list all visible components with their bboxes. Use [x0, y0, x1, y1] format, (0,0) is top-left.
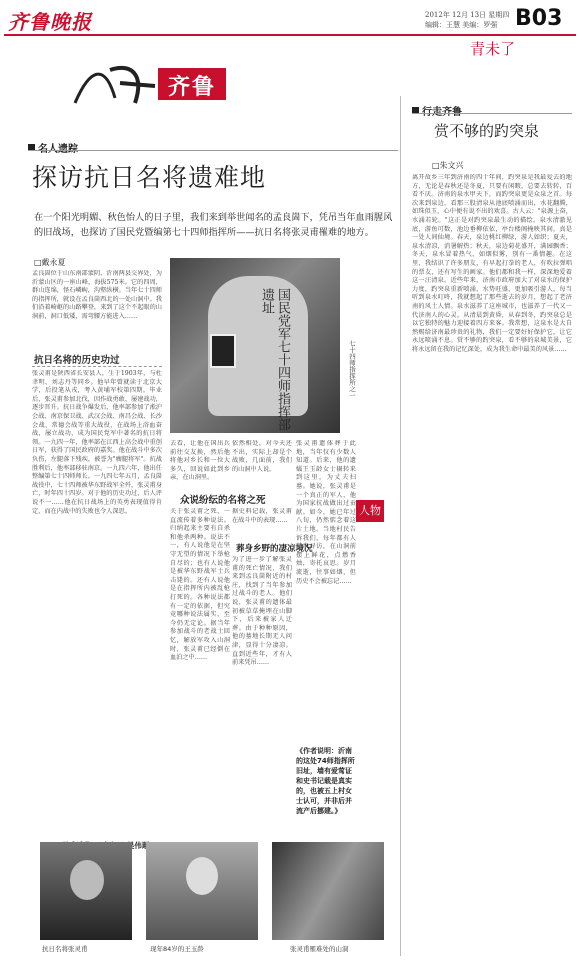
banner-text: 齐鲁: [168, 74, 217, 100]
body-text-col1b: 张灵甫是陕西省长安县人，生于1903年，与杜聿明、刘志丹等同乡。他早年曾就读于北京大学，后投笔从戎，考入黄埔军校第四期。毕业后，张灵甫参加北伐，因作战勇敢、屡建战功，逐步晋升。抗日战争爆发后，他率部参加了淞沪会战、南京保卫战、武汉会战、南昌会战、长沙会战、常德会战等重大战役，在战场上浴血奋战，屡立战功，成为国民党军中著名的抗日将领。一九四一年，他率部在江西上高会战中重创日军，获得了国民政府的嘉奖。他在战斗中多次负伤，左腿落下残疾，被誉为"瘸腿将军"。抗战胜利后，他率部移驻南京。一九四六年，他出任整编第七十四师师长。一九四七年五月，孟良崮战役中，七十四师被华东野战军全歼，张灵甫身亡，时年四十四岁。对于他的历史功过，后人评说不一……他在抗日战场上的英勇表现值得肯定，而在内战中的失败也令人深思。: [32, 370, 162, 515]
page-number: B03: [515, 6, 563, 31]
header-rule: [4, 34, 576, 36]
body-text-col3c: 为了进一步了解张灵甫的死亡情况，我们来到孟良崮附近的村庄，找到了当年参加过战斗的老人。他们说，张灵甫的遗体最初被草草掩埋在山脚下，后来被家人迁葬。由于种种原因，他的墓地长期无人问津，显得十分凄凉。直到近些年，才有人前来凭吊……: [232, 556, 292, 667]
subhead-3: 葬身乡野的凄凉境况: [236, 544, 313, 554]
portrait-photo-zhang: [40, 842, 132, 940]
subhead-rule: [32, 366, 162, 367]
people-badge: 人物: [356, 500, 384, 522]
side-title: 赏不够的趵突泉: [434, 122, 540, 140]
dateline: 2012年 12月 13日 星期四: [425, 11, 510, 19]
monument-photo: [170, 258, 340, 433]
side-body-text: 离开故乡三年到济南的四十年间，趵突泉是我最爱去的地方，无论是春秋还是冬夏，只要有闲暇，总要去转转，百看不厌。济南的泉水甲天下，而趵突泉更是众泉之首。每次来到泉边，看那三股清泉从池底喷涌而出，水花翻腾，如珠似玉，心中便有说不出的欢喜。古人云："泉源上奋，水涌若轮。"这正是对趵突泉最生动的描绘。泉水清澈见底，游鱼可数，池边垂柳依依，亭台楼阁掩映其间，真是一处人间仙境。春天，泉边桃红柳绿，游人如织；夏天，泉水清凉，消暑解热；秋天，泉边菊花盛开，满园飘香；冬天，泉水冒着热气，如烟似雾，别有一番情趣。在这里，我结识了许多朋友，有早起打拳的老人，有吹拉弹唱的票友，还有写生的画家。他们都和我一样，深深地爱着这一汪清泉。近些年来，济南市政府加大了对泉水的保护力度，趵突泉重新喷涌，水势旺盛，更加吸引游人。每当听到泉水叮咚，我就想起了那些逝去的岁月，想起了老济南的风土人情。泉水滋养了这座城市，也滋养了一代又一代济南人的心灵。从清晨到黄昏，从春到冬，趵突泉总是以它独特的魅力迎接着四方来客。我常想，这泉水是大自然赐给济南最珍贵的礼物，我们一定要好好保护它，让它永远喷涌不息。赏不够的趵突泉，看不够的泉城美景，它将永远留在我的记忆深处，成为我生命中最美的风景……: [412, 174, 572, 353]
main-kicker: [28, 137, 78, 156]
caption-wang: 现年84岁的王玉龄: [150, 945, 204, 953]
side-byline: □朱文兴: [432, 161, 464, 170]
portrait-frame: [210, 334, 236, 368]
subhead-1: 抗日名将的历史功过: [34, 355, 120, 366]
side-kicker-rule: [412, 113, 572, 114]
portrait-caption: 吴伟题: [126, 841, 150, 850]
caption-zhang: 抗日名将张灵甫: [42, 945, 88, 953]
main-lead: 在一个阳光明媚、秋色怡人的日子里，我们来到举世闻名的孟良崮下，凭吊当年血雨腥风的旧战场，也探访了国民党暨编第七十四师指挥所——抗日名将张灵甫罹难的地方。: [34, 212, 393, 238]
body-text-col2b: 关于张灵甫之死，一直流传着多种说法。归纳起来主要有自杀和他杀两种。说法不一，有人说他是在坚守无望的情况下举枪自尽的；也有人说他是被华东野战军士兵击毙的。还有人说他是在指挥所内被乱枪打死的。各种说法都有一定的依据，但究竟哪种说法属实，至今仍无定论。据当年参加战斗的老战士回忆，解放军攻入山洞时，张灵甫已经倒在血泊之中……: [170, 508, 230, 662]
face-shape-2: [186, 857, 218, 895]
side-kicker: [412, 100, 462, 119]
kicker-rule: [28, 150, 398, 151]
staff-credits: 编辑：王慧 美编：罗强: [425, 21, 498, 29]
cave-photo: [272, 842, 384, 940]
column-divider: [400, 96, 401, 956]
body-text-col3a: 依然相处，对今天还不出，实际上却是个战败，几面前，我们的山洞中人说。: [232, 440, 292, 473]
section-title: 青未了: [470, 40, 516, 58]
photo-caption-vertical: 七十四师指挥所之一: [348, 340, 356, 399]
body-text-col2a: 去看，让他在国出兵前往交友换，然后他将他对乡长和一位大多久，回说如此到乡亲，在山洞里。: [170, 440, 230, 482]
portrait-photo-wang: [146, 842, 258, 940]
face-shape: [70, 860, 104, 900]
section-banner: [70, 58, 230, 113]
body-text-col3b: 据史料记载，张灵甫在战斗中的表现……: [232, 508, 292, 524]
main-title: 探访抗日名将遗难地: [32, 163, 267, 192]
author-note: 《作者说明：沂南的这处74师指挥所旧址，墙有爱莺证和史书记载是真实的，也被五上村女士认可，并非后并流产后挪建。》: [296, 747, 355, 815]
monument-inscription: 国民党军七十四师指挥部遗址: [259, 288, 290, 431]
newspaper-logo: 齐鲁晚报: [8, 10, 92, 34]
caption-cave: 张灵甫罹难处的山洞: [290, 945, 349, 953]
body-text-col4: 张灵甫遗体葬于此地，当年仅有少数人知道。后来，他的遗孀王玉龄女士辗转来到这里，为丈夫扫墓。她说，张灵甫是一个真正的军人，他为国家抗战做出过贡献。如今，她已年过八旬，仍然惦念着这片土地。当地村民告诉我们，每年都有人前来寻访，在山洞前摆上鲜花，点燃香烛，寄托哀思。岁月流逝，往事如烟，但历史不会被忘记……: [296, 440, 356, 585]
body-text-col1a: 孟良崮位于山东南部蒙阴、沂南两县交界处，为沂蒙山区的一座山峰，海拔575米。它的四周，群山连绵，怪石嶙峋，沟壑纵横。当年七十四师的指挥所，就设在孟良崮西北的一处山洞中。我们沿着崎岖的山路攀登，来到了这个不起眼的山洞前，洞口低矮，需弯腰方能进入……: [32, 270, 162, 320]
subhead-2: 众说纷纭的名将之死: [180, 495, 266, 506]
main-byline: □戴永夏: [34, 258, 66, 267]
